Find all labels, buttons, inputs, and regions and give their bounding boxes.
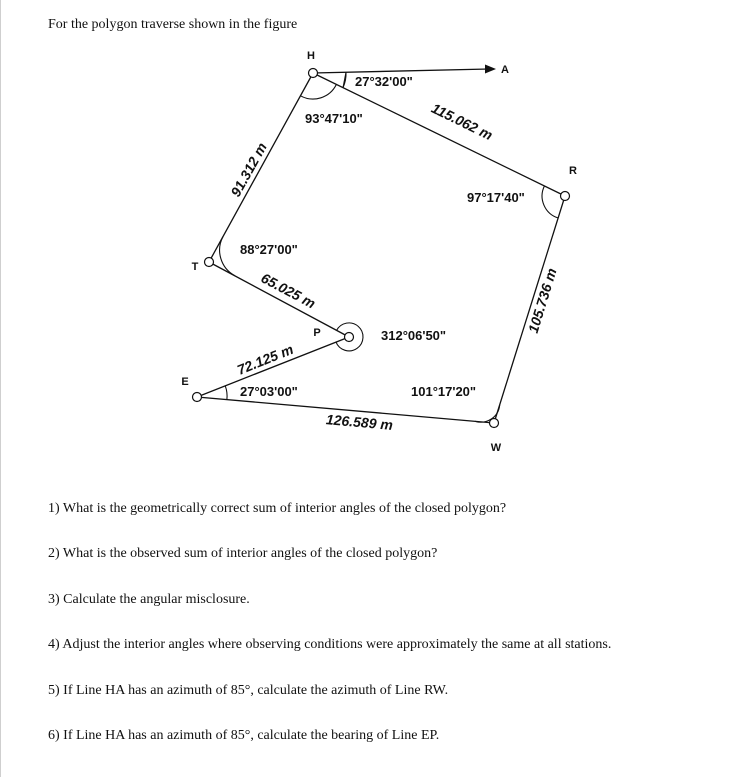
angle-label-E: 27°03'00" bbox=[240, 384, 298, 399]
distance-label-TP: 65.025 m bbox=[258, 269, 319, 312]
line-RW bbox=[494, 196, 565, 423]
angle-label-H: 93°47'10" bbox=[305, 111, 363, 126]
question-5: 5) If Line HA has an azimuth of 85°, calculate the azimuth of Line RW. bbox=[48, 683, 449, 698]
distance-label-TH: 91.312 m bbox=[227, 139, 270, 200]
angle-label-P: 312°06'50" bbox=[381, 328, 447, 343]
point-label-E: E bbox=[181, 376, 189, 388]
point-label-W: W bbox=[490, 442, 502, 454]
station-E-marker bbox=[193, 393, 202, 402]
point-label-R: R bbox=[569, 165, 577, 177]
line-PT bbox=[209, 262, 349, 337]
question-6: 6) If Line HA has an azimuth of 85°, calculate the bearing of Line EP. bbox=[48, 728, 440, 743]
question-3: 3) Calculate the angular misclosure. bbox=[48, 592, 250, 607]
angle-label-HA: 27°32'00" bbox=[355, 74, 413, 89]
distance-label-EP: 72.125 m bbox=[234, 340, 296, 378]
line-HA bbox=[313, 69, 489, 73]
station-P-marker bbox=[345, 333, 354, 342]
angle-label-R: 97°17'40" bbox=[467, 190, 525, 205]
line-TH bbox=[209, 73, 313, 262]
arrow-A bbox=[485, 65, 496, 74]
angle-arc-T bbox=[220, 237, 235, 276]
point-label-A: A bbox=[501, 64, 509, 76]
station-H-marker bbox=[309, 69, 318, 78]
angle-label-T: 88°27'00" bbox=[240, 242, 298, 257]
intro-text: For the polygon traverse shown in the figure bbox=[48, 17, 298, 32]
station-W-marker bbox=[490, 419, 499, 428]
station-T-marker bbox=[205, 258, 214, 267]
angle-label-W: 101°17'20" bbox=[411, 384, 477, 399]
line-HR bbox=[313, 73, 565, 196]
angle-arc-E bbox=[225, 386, 227, 400]
distance-label-HR: 115.062 m bbox=[429, 99, 496, 144]
point-label-H: H bbox=[307, 50, 315, 62]
question-1: 1) What is the geometrically correct sum of interior angles of the closed polygon? bbox=[48, 501, 507, 516]
point-label-P: P bbox=[313, 327, 321, 339]
question-4: 4) Adjust the interior angles where observing conditions were approximately the same at all stations. bbox=[48, 637, 612, 652]
question-2: 2) What is the observed sum of interior angles of the closed polygon? bbox=[48, 546, 438, 561]
distance-label-RW: 105.736 m bbox=[524, 266, 560, 335]
distance-label-EW: 126.589 m bbox=[325, 411, 394, 433]
station-R-marker bbox=[561, 192, 570, 201]
point-label-T: T bbox=[191, 261, 199, 273]
